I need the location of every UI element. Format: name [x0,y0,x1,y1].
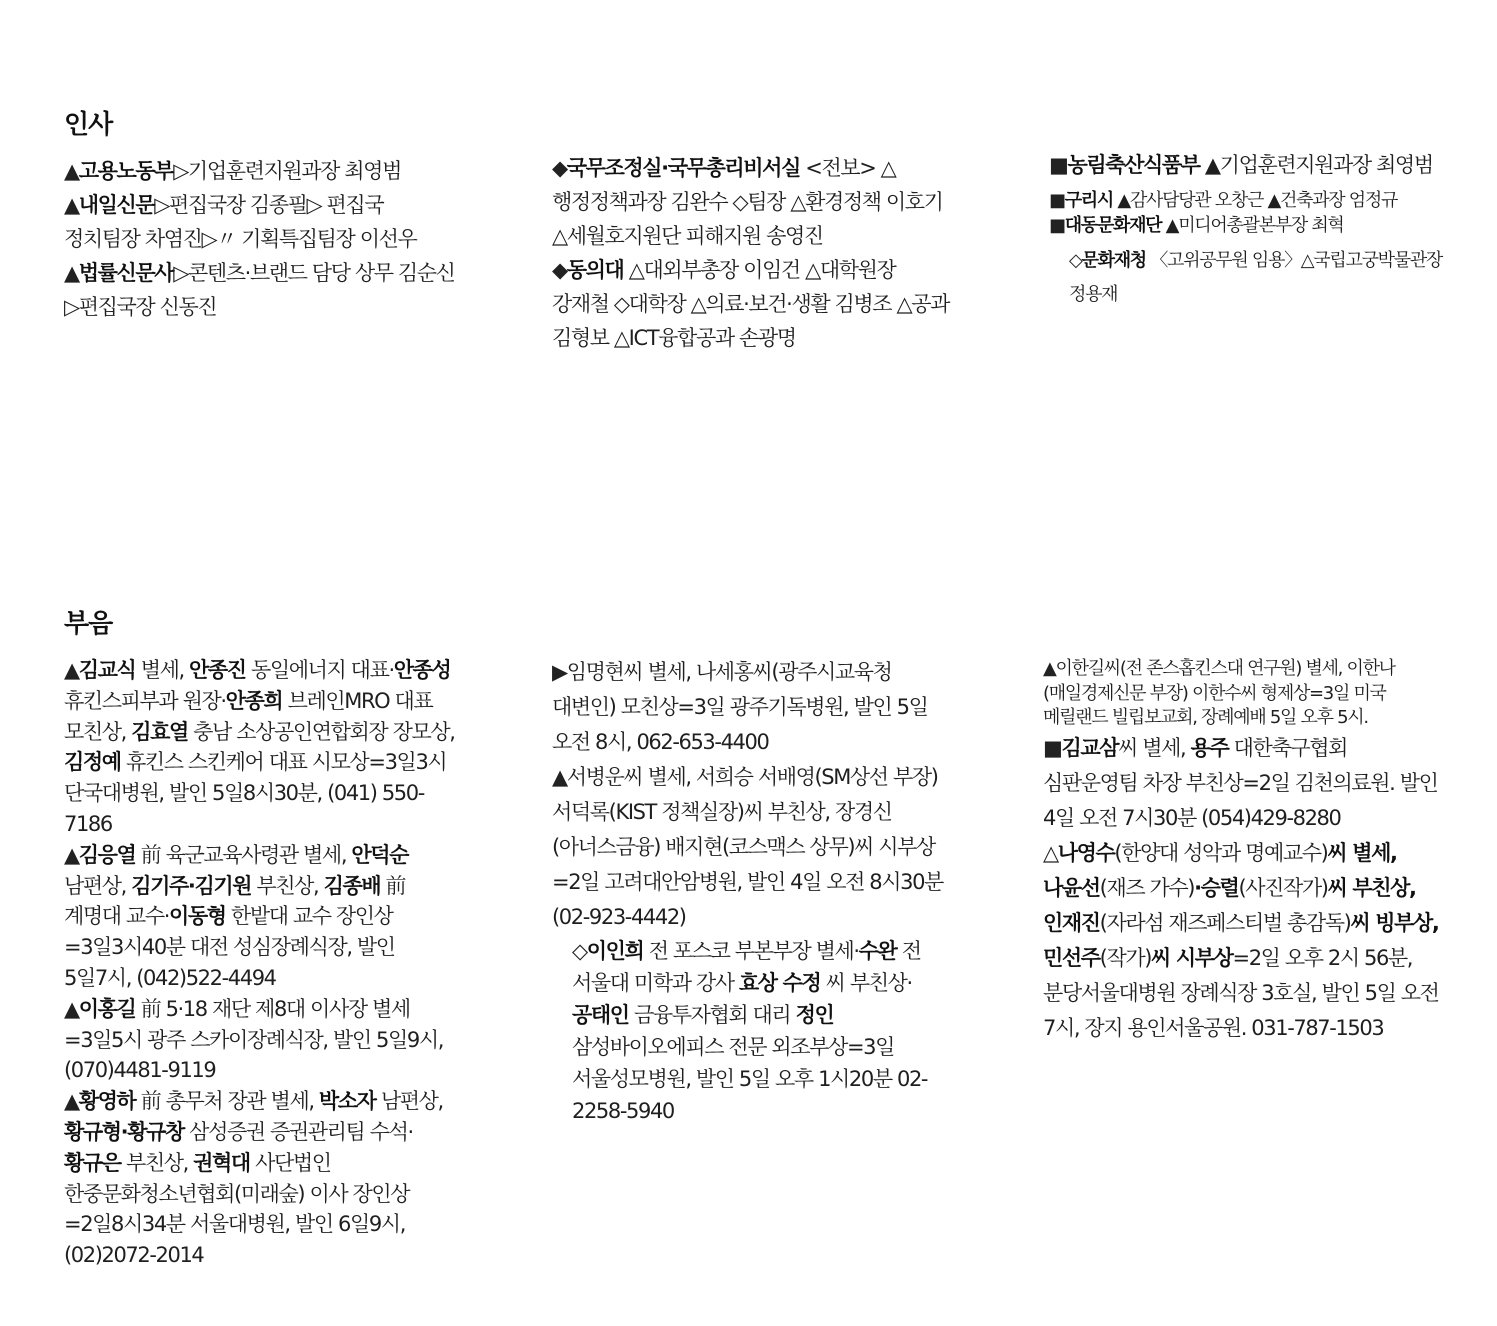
entry-text: 사단법인 한중문화청소년협회(미래숲) 이사 장인상=2일8시34분 서울대병원, 발인 6일9시, (02)2072-2014 [64,1150,410,1268]
diamond-marker-icon: ◆ [552,156,567,180]
entry-text: 대한축구협회 심판운영팀 차장 부친상=2일 김천의료원. 발인 4일 오전 7시30분 (054)429-8280 [1043,735,1438,830]
person-name: 김기주·김기원 [131,873,252,898]
square-marker-icon: ■ [1049,153,1068,177]
insa-entry [64,256,459,324]
insa-entry [1049,188,1449,213]
obituary-entry [552,760,957,935]
person-name: 안종진 [189,658,246,682]
org-name: 법률신문사 [78,261,174,285]
person-name: 안덕순 [351,842,409,867]
triangle-marker-icon: ▲ [64,1089,79,1114]
person-name: 김교삼 [1061,735,1119,760]
section-title-insa: 인사 [64,110,113,140]
entry-text: 前 총무처 장관 별세, [135,1089,319,1114]
entry-text: (재즈 가수) [1099,875,1195,900]
person-name: 수완 [858,939,897,963]
section-title-bueum: 부음 [64,609,113,639]
entry-text: 남편상, [375,1089,443,1114]
obituary-entry [552,655,957,760]
obituary-entry [1043,657,1443,731]
entry-text: 브레인MRO 대표 모친상, [64,688,433,744]
person-name: 김교식 [78,658,136,682]
diamond-marker-icon: ◆ [552,258,567,282]
entry-text: 씨 별세, [1118,735,1191,760]
entry-text: 삼성증권 증권관리팀 수석· [183,1119,413,1144]
person-name: 이홍길 [78,996,136,1021]
entry-text: 충남 소상공인연합회장 장모상, [187,719,455,744]
triangle-marker-icon: ▲ [64,261,79,285]
entry-text: 삼성바이오에피스 전문 외조부상=3일 서울성모병원, 발인 5일 오후 1시20분 02-2258-5940 [572,1035,928,1123]
entry-text: 별세, [135,658,190,682]
entry-text: ▷기업훈련지원과장 최영범 [173,159,401,183]
person-name: 나영수 [1057,840,1115,865]
person-name: 정인 [795,1003,834,1027]
person-name: 황규은 [64,1150,121,1175]
diamond-outline-marker-icon: ◇ [572,939,587,963]
entry-text: (사진작가) [1238,875,1328,900]
insa-entry [64,154,459,188]
square-marker-icon: ■ [1043,735,1062,760]
obituary-entry [552,935,957,1127]
right-triangle-marker-icon: ▶ [552,660,567,684]
entry-text: 〈고위공무원 임용〉△국립고궁박물관장 정용재 [1069,250,1443,305]
org-name: 구리시 [1064,190,1113,211]
person-name: 김정예 [64,750,121,775]
insa-entry [1049,244,1449,312]
entry-text: 이한길씨(전 존스홉킨스대 연구원) 별세, 이한나(매일경제신문 부장) 이한수씨 형제상=3일 미국 메릴랜드 빌립보교회, 장례예배 5일 오후 5시. [1043,658,1395,728]
insa-column-2 [552,151,952,355]
person-name: 김응열 [78,842,136,867]
entry-text: 남편상, [64,873,132,898]
person-name: 씨 부친상, 인재진 [1043,875,1416,935]
insa-entry [1049,148,1449,182]
insa-column-1 [64,154,459,324]
org-name: 고용노동부 [78,159,174,183]
entry-text: <전보> △행정정책과장 김완수 ◇팀장 △환경정책 이호기 △세월호지원단 피해지원 송영진 [552,156,943,248]
org-name: 문화재청 [1081,250,1146,271]
person-name: 김종배 [323,873,381,898]
insa-entry [552,253,952,355]
org-name: 대동문화재단 [1064,215,1162,236]
obituary-entry [64,840,462,994]
entry-text: 임명현씨 별세, 나세홍씨(광주시교육청 대변인) 모친상=3일 광주기독병원, 발인 5일 오전 8시, 062-653-4400 [552,660,928,754]
org-name: 농림축산식품부 [1067,153,1200,177]
bueum-column-1 [64,655,462,1271]
entry-text: 한밭대 교수 장인상=3일3시40분 대전 성심장례식장, 발인 5일7시, (042)522-4494 [64,904,395,990]
person-name: 권혁대 [193,1150,250,1175]
bueum-column-2 [552,655,957,1127]
diamond-outline-marker-icon: ◇ [1069,250,1082,271]
entry-text: (자라섬 재즈페스티벌 총감독) [1099,910,1351,935]
obituary-entry [1043,731,1443,836]
entry-text: 전 포스코 부본부장 별세· [643,939,859,963]
square-marker-icon: ■ [1049,215,1065,236]
person-name: 씨 별세, 나윤선 [1043,840,1397,900]
entry-text: 前 육군교육사령관 별세, [135,842,352,867]
square-marker-icon: ■ [1049,190,1065,211]
entry-text: (한양대 성악과 명예교수) [1114,840,1328,865]
entry-text: 前 계명대 교수· [64,873,406,929]
entry-text: △대외부총장 이임건 △대학원장 강재철 ◇대학장 △의료·보건·생활 김병조 △공과 김형보 △ICT융합공과 손광명 [552,258,949,350]
entry-text: 금융투자협회 대리 [628,1003,796,1027]
person-name: 이동형 [168,904,226,929]
entry-text: 부친상, [120,1150,194,1175]
person-name: 김효열 [131,719,188,744]
insa-column-3 [1049,148,1449,312]
person-name: 황규형·황규창 [64,1119,184,1144]
entry-text: ▷콘텐츠·브랜드 담당 상무 김순신▷편집국장 신동진 [64,261,455,319]
insa-entry [64,188,459,256]
entry-text: 전 서울대 미학과 강사 [572,939,921,995]
obituary-entry [64,655,462,840]
triangle-marker-icon: ▲ [64,996,79,1021]
triangle-marker-icon: ▲ [1043,658,1056,679]
entry-text: 동일에너지 대표· [245,658,394,682]
obituary-entry [64,994,462,1086]
insa-entry [552,151,952,253]
person-name: 박소자 [318,1089,376,1114]
person-name: 효상 수정 [738,971,821,995]
obituary-entry [1043,836,1443,1046]
entry-text: ▲미디어총괄본부장 최혁 [1161,215,1344,236]
entry-text: ▲감사담당관 오창근 ▲건축과장 엄정규 [1112,190,1398,211]
org-name: 동의대 [566,258,624,282]
obituary-entry [64,1086,462,1271]
person-name: 씨 빙부상, 민선주 [1043,910,1439,970]
triangle-marker-icon: ▲ [64,159,79,183]
person-name: 공태인 [572,1003,629,1027]
entry-text: 서병운씨 별세, 서희승 서배영(SM상선 부장) 서덕록(KIST 정책실장)씨 부친상, 장경신(아너스금융) 배지현(코스맥스 상무)씨 시부상=2일 고려대안암병원, 발인 4일 오전 8시30분(02-923-4442) [552,765,943,929]
entry-text: 휴킨스 스킨케어 대표 시모상=3일3시 단국대병원, 발인 5일8시30분, (041) 550-7186 [64,750,447,836]
triangle-marker-icon: ▲ [552,765,567,789]
person-name: 씨 시부상 [1151,945,1233,970]
entry-text: 前 5·18 재단 제8대 이사장 별세=3일5시 광주 스카이장례식장, 발인 5일9시, (070)4481-9119 [64,996,443,1083]
triangle-marker-icon: ▲ [64,658,79,682]
insa-entry [1049,213,1449,238]
entry-text: =2일 오후 2시 56분, 분당서울대병원 장례식장 3호실, 발인 5일 오전 7시, 장지 용인서울공원. 031-787-1503 [1043,945,1439,1040]
person-name: 황영하 [78,1089,136,1114]
org-name: 국무조정실·국무총리비서실 [566,156,800,180]
person-name: 안종성 [393,658,451,682]
triangle-marker-icon: ▲ [64,842,79,867]
person-name: ·승렬 [1194,875,1239,900]
entry-text: 휴킨스피부과 원장· [64,688,226,713]
person-name: 용주 [1190,735,1229,760]
triangle-marker-icon: ▲ [64,193,79,217]
person-name: 안종희 [225,688,283,713]
entry-text: ▷편집국장 김종필▷ 편집국 정치팀장 차염진▷〃 기획특집팀장 이선우 [64,193,417,251]
triangle-outline-marker-icon: △ [1043,840,1058,865]
entry-text: ▲기업훈련지원과장 최영범 [1199,153,1433,177]
bueum-column-3 [1043,657,1443,1046]
person-name: 이인희 [586,939,644,963]
org-name: 내일신문 [78,193,155,217]
entry-text: 부친상, [251,873,324,898]
entry-text: (작가) [1099,945,1152,970]
entry-text: 씨 부친상· [820,971,912,995]
